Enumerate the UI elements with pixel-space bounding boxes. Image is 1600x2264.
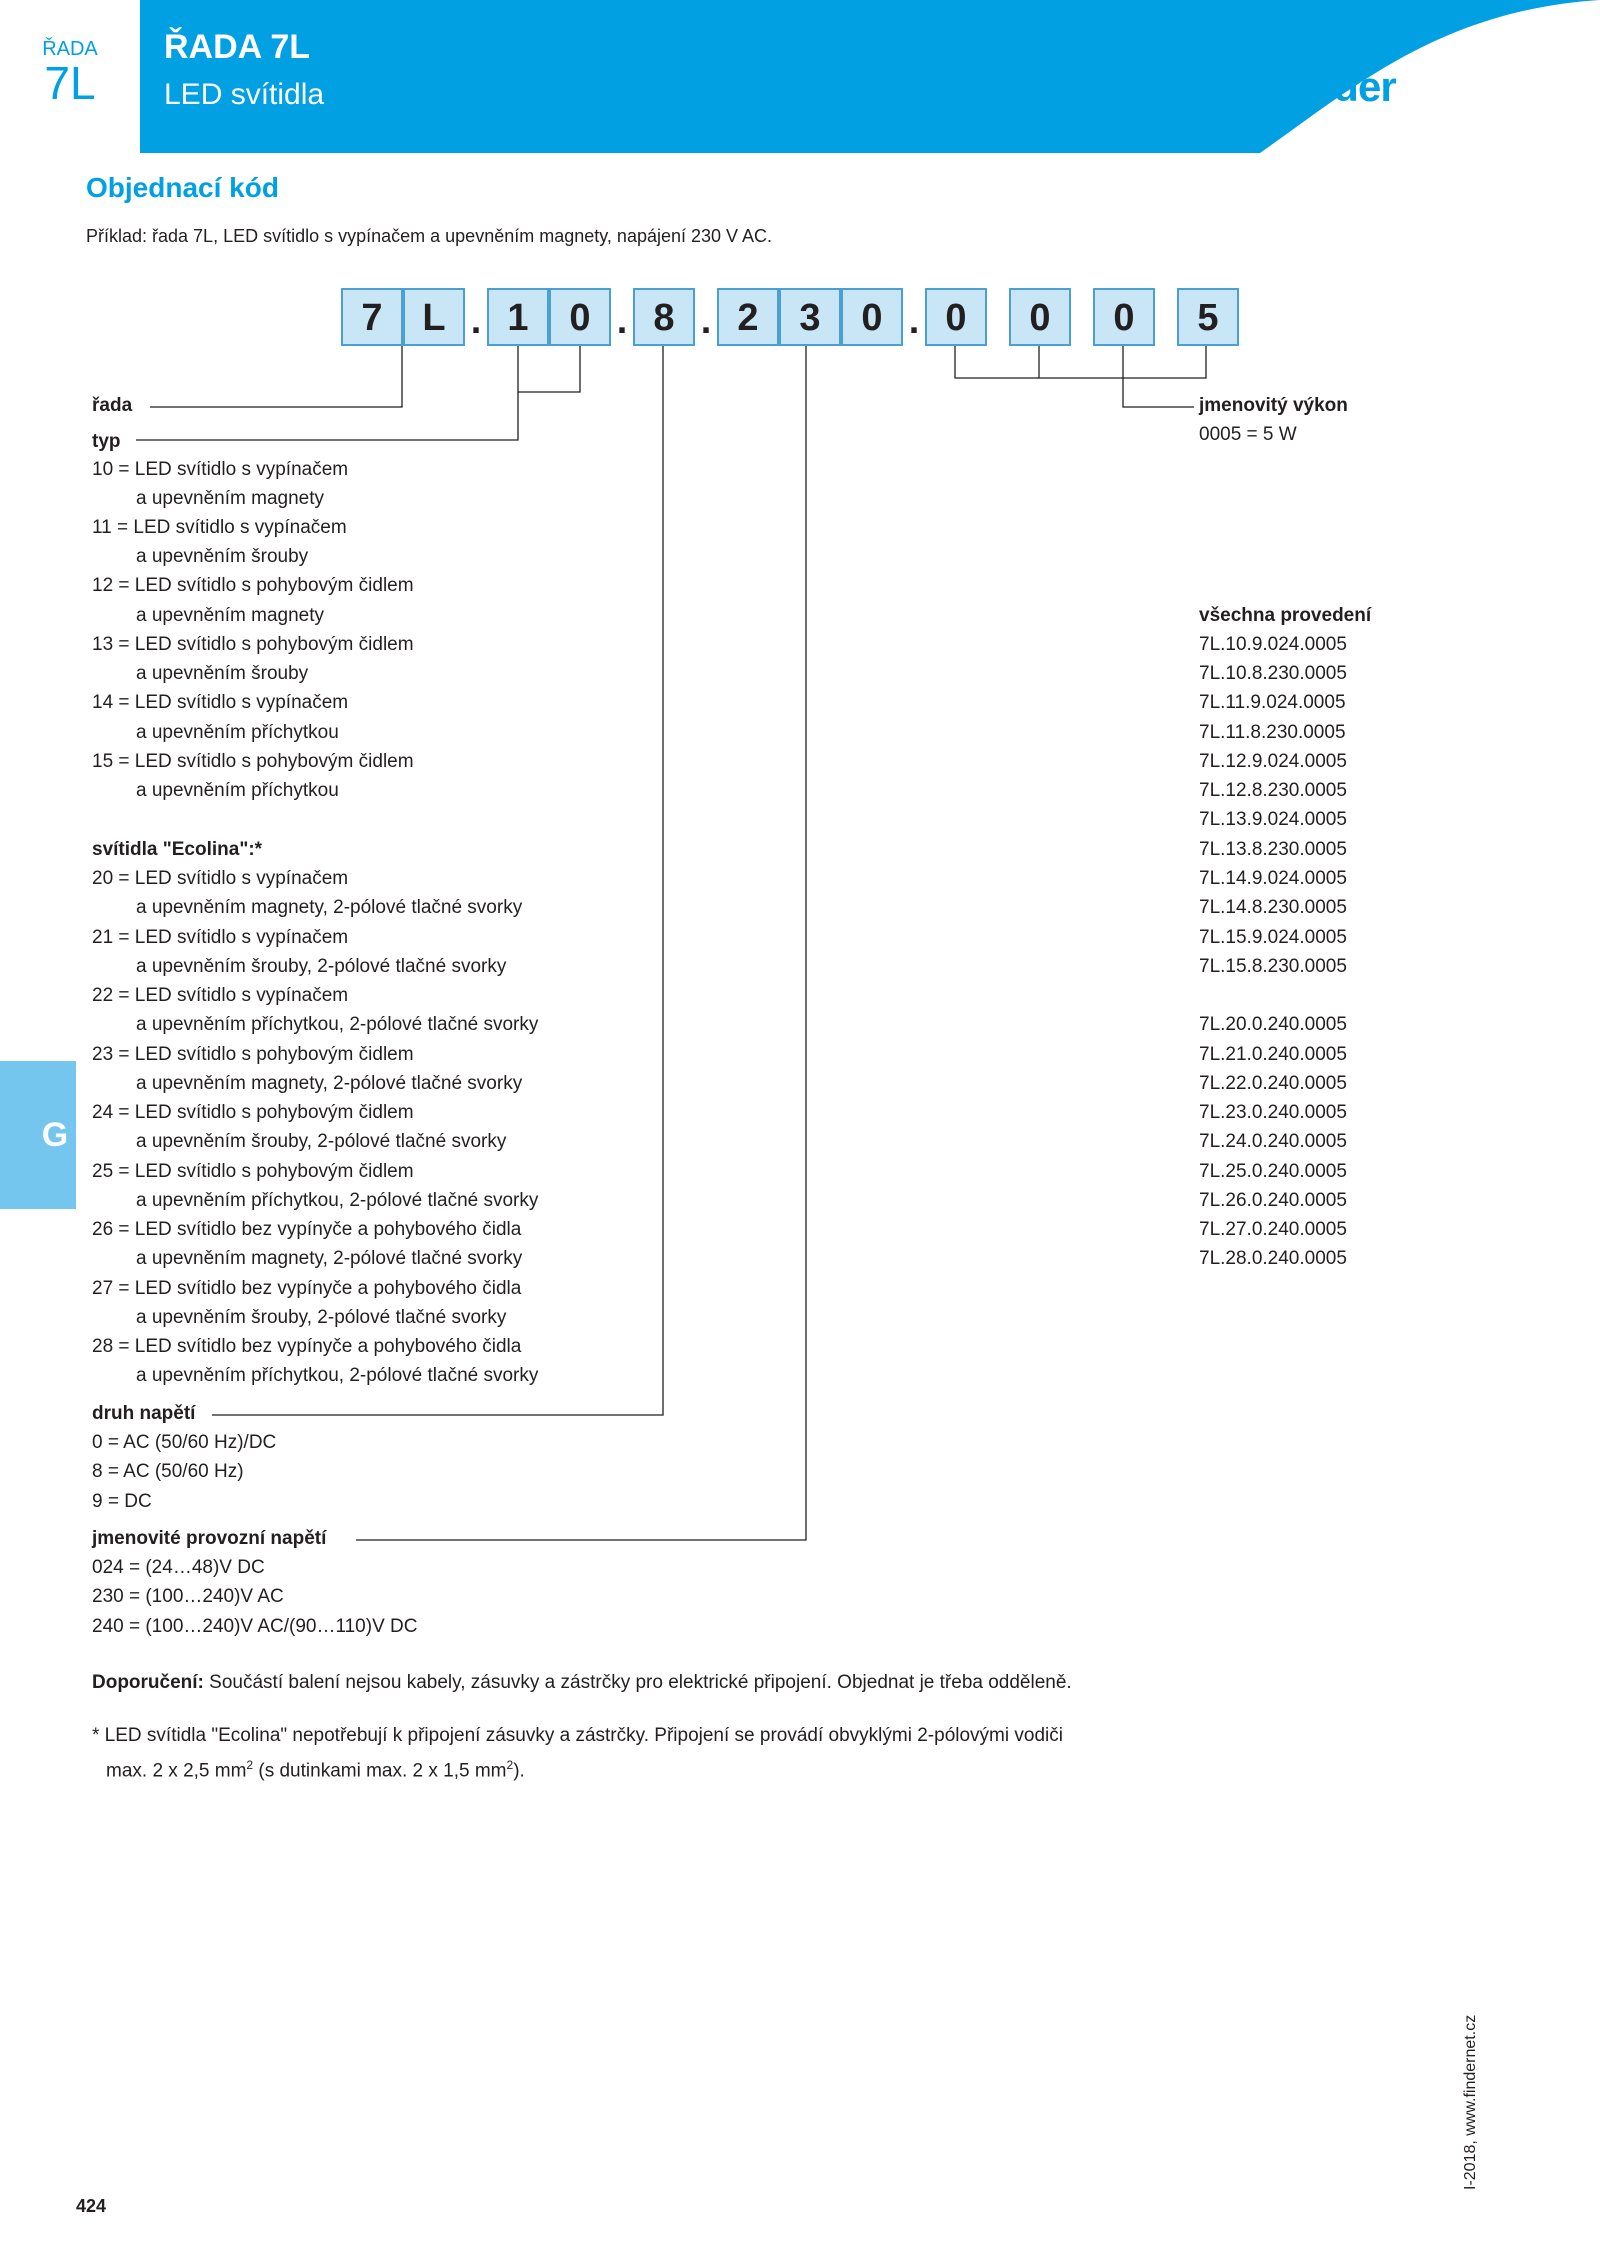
variant-code: 7L.25.0.240.0005 <box>1199 1161 1347 1182</box>
list-item: 15 = LED svítidlo s pohybovým čidlem <box>92 751 414 772</box>
variant-code: 7L.10.9.024.0005 <box>1199 634 1347 655</box>
section-tab-label: G <box>41 1116 69 1154</box>
variant-code: 7L.13.8.230.0005 <box>1199 839 1347 860</box>
list-item: a upevněním magnety, 2-pólové tlačné svorky <box>136 897 523 918</box>
list-item: 230 = (100…240)V AC <box>92 1586 284 1607</box>
vykon-value: 0005 = 5 W <box>1199 424 1297 445</box>
list-item: 24 = LED svítidlo s pohybovým čidlem <box>92 1102 414 1123</box>
code-char: 0 <box>1093 288 1155 346</box>
code-char: 0 <box>841 288 903 346</box>
code-char: 1 <box>487 288 549 346</box>
list-item: a upevněním šrouby <box>136 663 309 684</box>
list-item: a upevněním magnety <box>136 488 325 509</box>
code-char: 5 <box>1177 288 1239 346</box>
variant-code: 7L.24.0.240.0005 <box>1199 1131 1347 1152</box>
typ-label: typ <box>92 431 121 452</box>
variant-code: 7L.23.0.240.0005 <box>1199 1102 1347 1123</box>
code-separator: . <box>470 300 482 342</box>
list-item: 22 = LED svítidlo s vypínačem <box>92 985 349 1006</box>
code-char: 8 <box>633 288 695 346</box>
list-item: 12 = LED svítidlo s pohybovým čidlem <box>92 575 414 596</box>
code-char: 7 <box>341 288 403 346</box>
code-separator: . <box>700 300 712 342</box>
edition-note: I-2018, www.findernet.cz <box>1462 2014 1479 2190</box>
code-separator: . <box>908 300 920 342</box>
variant-code: 7L.21.0.240.0005 <box>1199 1044 1347 1065</box>
page-title: ŘADA 7L <box>164 28 311 66</box>
page-subtitle: LED svítidla <box>164 78 325 111</box>
page-number: 424 <box>76 2196 107 2216</box>
list-item: a upevněním šrouby <box>136 546 309 567</box>
list-item: 10 = LED svítidlo s vypínačem <box>92 459 349 480</box>
code-char: 3 <box>779 288 841 346</box>
recommendation-note <box>92 1671 1072 1695</box>
provozni-napeti-label: jmenovité provozní napětí <box>92 1528 327 1549</box>
variant-code: 7L.20.0.240.0005 <box>1199 1014 1347 1035</box>
variant-code: 7L.27.0.240.0005 <box>1199 1219 1347 1240</box>
list-item: 024 = (24…48)V DC <box>92 1557 265 1578</box>
footnote-text: (s dutinkami max. 2 x 1,5 mm <box>253 1760 507 1782</box>
list-item: a upevněním příchytkou, 2-pólové tlačné svorky <box>136 1190 539 1211</box>
code-char: 0 <box>549 288 611 346</box>
list-item: 28 = LED svítidlo bez vypínyče a pohybového čidla <box>92 1336 522 1357</box>
ecolina-label: svítidla "Ecolina":* <box>92 839 263 860</box>
code-char: 0 <box>925 288 987 346</box>
jmenovity-vykon-label: jmenovitý výkon <box>1199 395 1348 416</box>
list-item: 9 = DC <box>92 1491 152 1512</box>
variant-code: 7L.12.8.230.0005 <box>1199 780 1347 801</box>
list-item: a upevněním šrouby, 2-pólové tlačné svorky <box>136 1307 507 1328</box>
footnote-text: ). <box>513 1760 525 1782</box>
superscript: 2 <box>506 1758 514 1772</box>
list-item: a upevněním šrouby, 2-pólové tlačné svorky <box>136 1131 507 1152</box>
series-label-large: 7L <box>44 57 96 109</box>
list-item: 26 = LED svítidlo bez vypínyče a pohybového čidla <box>92 1219 522 1240</box>
list-item: 20 = LED svítidlo s vypínačem <box>92 868 349 889</box>
series-label-small: ŘADA <box>42 38 98 60</box>
footnote-line <box>106 1753 525 1783</box>
list-item: a upevněním magnety, 2-pólové tlačné svorky <box>136 1248 523 1269</box>
variant-code: 7L.13.9.024.0005 <box>1199 809 1347 830</box>
variant-code: 7L.11.8.230.0005 <box>1199 722 1346 743</box>
variant-code: 7L.11.9.024.0005 <box>1199 692 1346 713</box>
list-item: 14 = LED svítidlo s vypínačem <box>92 692 349 713</box>
list-item: a upevněním příchytkou, 2-pólové tlačné svorky <box>136 1365 539 1386</box>
list-item: 0 = AC (50/60 Hz)/DC <box>92 1432 277 1453</box>
code-char: 0 <box>1009 288 1071 346</box>
variant-code: 7L.10.8.230.0005 <box>1199 663 1347 684</box>
variant-code: 7L.12.9.024.0005 <box>1199 751 1347 772</box>
footnote-text: max. 2 x 2,5 mm <box>106 1760 247 1782</box>
list-item: a upevněním příchytkou, 2-pólové tlačné svorky <box>136 1014 539 1035</box>
variant-code: 7L.15.9.024.0005 <box>1199 927 1347 948</box>
variant-code: 7L.28.0.240.0005 <box>1199 1248 1347 1269</box>
code-char: L <box>403 288 465 346</box>
druh-napeti-label: druh napětí <box>92 1403 196 1424</box>
variant-code: 7L.15.8.230.0005 <box>1199 956 1347 977</box>
vsechna-provedeni-label: všechna provedení <box>1199 605 1372 626</box>
section-title: Objednací kód <box>86 172 279 203</box>
variant-code: 7L.26.0.240.0005 <box>1199 1190 1347 1211</box>
list-item: a upevněním příchytkou <box>136 722 339 743</box>
list-item: 21 = LED svítidlo s vypínačem <box>92 927 349 948</box>
superscript: 2 <box>246 1758 254 1772</box>
list-item: a upevněním magnety, 2-pólové tlačné svorky <box>136 1073 523 1094</box>
footnote-line: * LED svítidla "Ecolina" nepotřebují k připojení zásuvky a zástrčky. Připojení se provádí obvyklými 2-pólovými vodiči <box>92 1725 1063 1746</box>
code-separator: . <box>616 300 628 342</box>
variant-code: 7L.22.0.240.0005 <box>1199 1073 1347 1094</box>
variant-code: 7L.14.8.230.0005 <box>1199 897 1347 918</box>
list-item: a upevněním příchytkou <box>136 780 339 801</box>
example-text: Příklad: řada 7L, LED svítidlo s vypínačem a upevněním magnety, napájení 230 V AC. <box>86 226 773 246</box>
list-item: 240 = (100…240)V AC/(90…110)V DC <box>92 1616 418 1637</box>
brand-name: finder <box>1285 63 1396 110</box>
code-char: 2 <box>717 288 779 346</box>
list-item: 11 = LED svítidlo s vypínačem <box>92 517 347 538</box>
list-item: a upevněním magnety <box>136 605 325 626</box>
list-item: 13 = LED svítidlo s pohybovým čidlem <box>92 634 414 655</box>
rada-label: řada <box>92 395 133 416</box>
list-item: 8 = AC (50/60 Hz) <box>92 1461 244 1482</box>
variant-code: 7L.14.9.024.0005 <box>1199 868 1347 889</box>
recommendation-text: Součástí balení nejsou kabely, zásuvky a zástrčky pro elektrické připojení. Objednat je třeba odděleně. <box>203 1672 1072 1693</box>
list-item: 27 = LED svítidlo bez vypínyče a pohybového čidla <box>92 1278 522 1299</box>
list-item: 25 = LED svítidlo s pohybovým čidlem <box>92 1161 414 1182</box>
recommendation-label: Doporučení: <box>92 1672 204 1693</box>
list-item: a upevněním šrouby, 2-pólové tlačné svorky <box>136 956 507 977</box>
list-item: 23 = LED svítidlo s pohybovým čidlem <box>92 1044 414 1065</box>
